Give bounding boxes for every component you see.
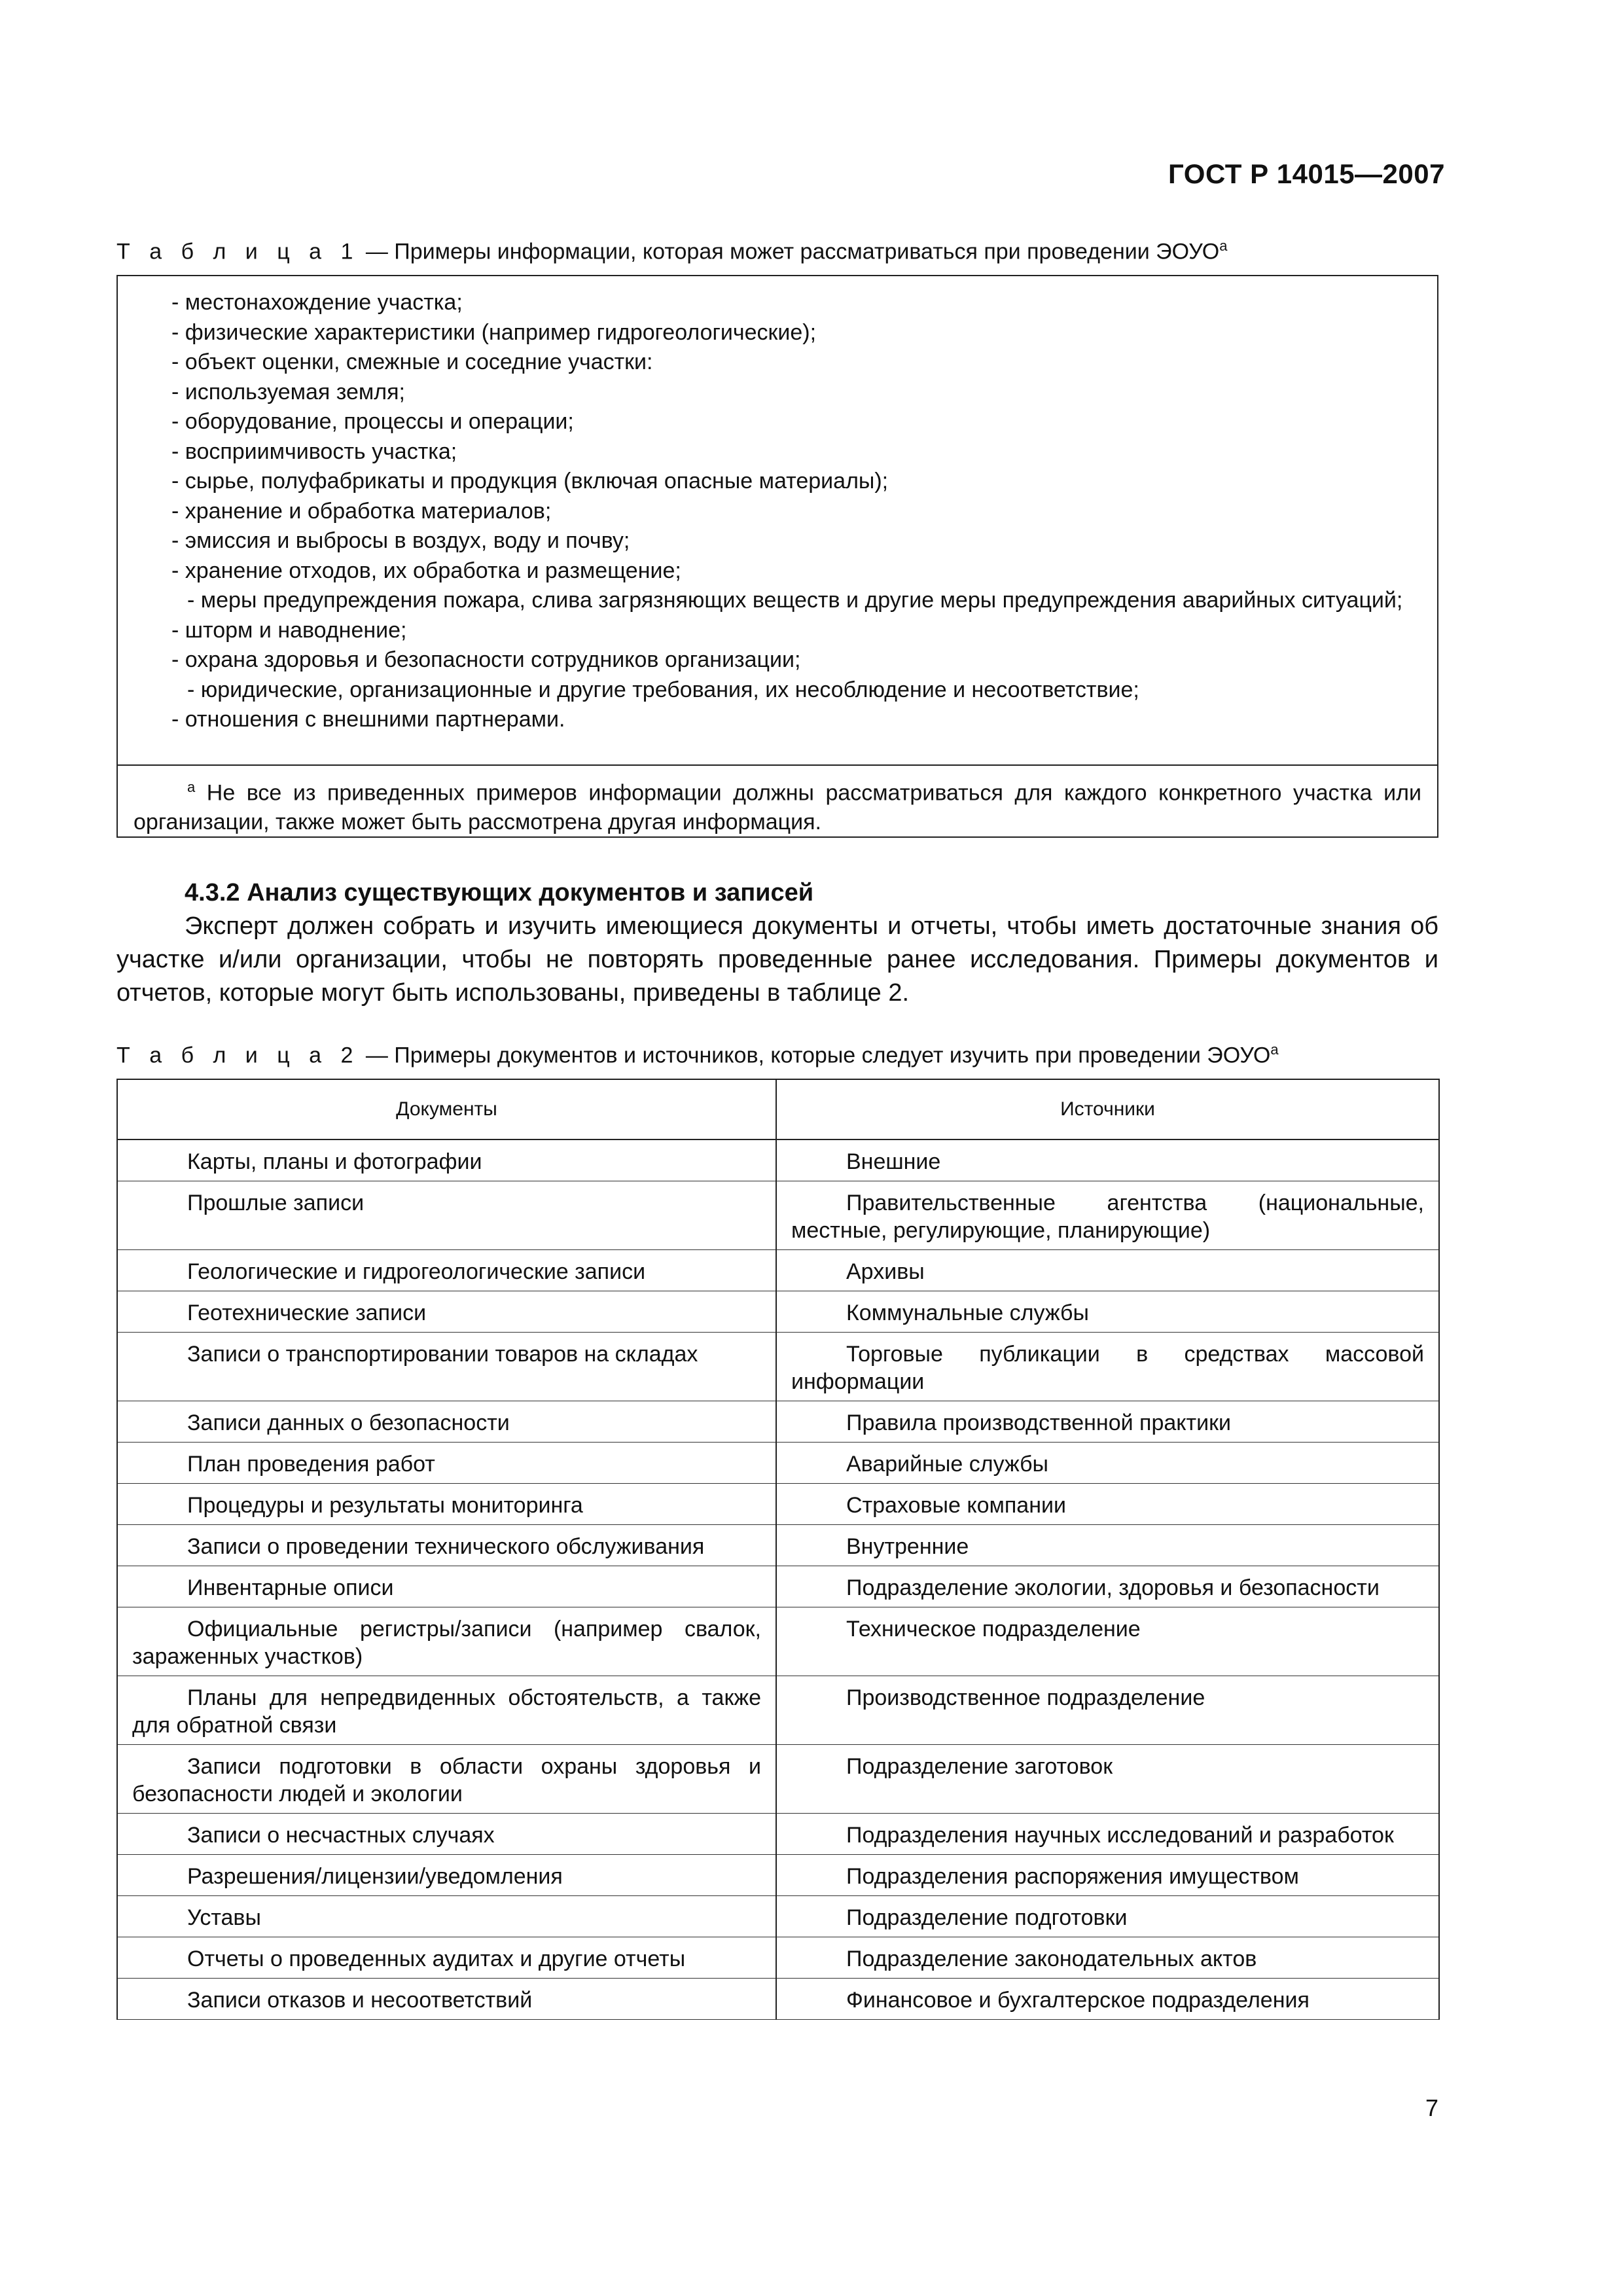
table-row — [117, 1484, 1439, 1525]
source-cell: Подразделения научных исследований и разработок — [776, 1814, 1439, 1855]
table-row — [117, 1291, 1439, 1333]
table2-caption-footnote-mark: а — [1270, 1041, 1279, 1058]
table-row — [117, 1937, 1439, 1979]
table1-footnote-mark: а — [187, 779, 196, 795]
table1-footnote — [118, 764, 1437, 837]
document-cell: Официальные регистры/записи (например свалок, зараженных участков) — [117, 1607, 776, 1676]
document-cell: Разрешения/лицензии/уведомления — [117, 1855, 776, 1896]
document-cell: Отчеты о проведенных аудитах и другие отчеты — [117, 1937, 776, 1979]
source-cell: Правительственные агентства (национальные, местные, регулирующие, планирующие) — [776, 1181, 1439, 1250]
source-cell: Коммунальные службы — [776, 1291, 1439, 1333]
table1 — [116, 275, 1438, 838]
source-cell: Внутренние — [776, 1525, 1439, 1566]
table2-body — [117, 1139, 1439, 2020]
table-row — [117, 1745, 1439, 1814]
document-cell: Геологические и гидрогеологические записи — [117, 1250, 776, 1291]
table2-header-sources: Источники — [776, 1079, 1439, 1139]
source-cell: Подразделения распоряжения имуществом — [776, 1855, 1439, 1896]
document-cell: Прошлые записи — [117, 1181, 776, 1250]
table1-list-item: - местонахождение участка; — [171, 290, 463, 315]
document-cell: Записи о проведении технического обслуживания — [117, 1525, 776, 1566]
table1-caption-label: Т а б л и ц а 1 — [116, 239, 360, 264]
table2-header-documents: Документы — [117, 1079, 776, 1139]
source-cell: Страховые компании — [776, 1484, 1439, 1525]
document-cell: Записи о транспортировании товаров на складах — [117, 1333, 776, 1401]
document-cell: Записи данных о безопасности — [117, 1401, 776, 1443]
page-number: 7 — [1425, 2094, 1438, 2121]
source-cell: Производственное подразделение — [776, 1676, 1439, 1745]
table1-caption-footnote-mark: а — [1219, 238, 1228, 254]
source-cell: Подразделение законодательных актов — [776, 1937, 1439, 1979]
table-row — [117, 1896, 1439, 1937]
table-row — [117, 1814, 1439, 1855]
table1-caption-text: — Примеры информации, которая может рассматриваться при проведении ЭОУО — [359, 239, 1220, 264]
table1-list-item: - отношения с внешними партнерами. — [171, 707, 565, 732]
document-cell: Записи отказов и несоответствий — [117, 1979, 776, 2020]
table1-list-item: - шторм и наводнение; — [171, 617, 407, 643]
source-cell: Аварийные службы — [776, 1443, 1439, 1484]
table1-list-item: - восприимчивость участка; — [171, 439, 457, 464]
source-cell: Архивы — [776, 1250, 1439, 1291]
source-cell: Внешние — [776, 1139, 1439, 1181]
table2-header-row — [117, 1079, 1439, 1139]
document-code: ГОСТ Р 14015—2007 — [1168, 158, 1445, 189]
table1-list-item: - эмиссия и выбросы в воздух, воду и почву; — [171, 528, 630, 553]
table1-caption — [116, 233, 1227, 264]
table1-list-item: - хранение и обработка материалов; — [171, 498, 552, 524]
table-row — [117, 1333, 1439, 1401]
table-row — [117, 1607, 1439, 1676]
document-cell: План проведения работ — [117, 1443, 776, 1484]
section-title: 4.3.2 Анализ существующих документов и записей — [185, 879, 814, 906]
source-cell: Подразделение заготовок — [776, 1745, 1439, 1814]
table2 — [116, 1079, 1440, 2020]
source-cell: Финансовое и бухгалтерское подразделения — [776, 1979, 1439, 2020]
table1-list-item: - меры предупреждения пожара, слива загрязняющих веществ и другие меры предупреждения аварийных ситуаций; — [187, 588, 1403, 613]
table-row — [117, 1250, 1439, 1291]
table1-list-item: - объект оценки, смежные и соседние участки: — [171, 350, 653, 374]
document-cell: Геотехнические записи — [117, 1291, 776, 1333]
table1-list-item: - оборудование, процессы и операции; — [171, 409, 574, 434]
document-cell: Карты, планы и фотографии — [117, 1139, 776, 1181]
table1-list-item: - охрана здоровья и безопасности сотрудников организации; — [171, 647, 801, 672]
table-row — [117, 1676, 1439, 1745]
document-cell: Записи подготовки в области охраны здоровья и безопасности людей и экологии — [117, 1745, 776, 1814]
source-cell: Торговые публикации в средствах массовой информации — [776, 1333, 1439, 1401]
source-cell: Правила производственной практики — [776, 1401, 1439, 1443]
table1-list-item: - физические характеристики (например гидрогеологические); — [171, 319, 817, 345]
table-row — [117, 1401, 1439, 1443]
table1-list-item: - сырье, полуфабрикаты и продукция (включая опасные материалы); — [171, 469, 889, 493]
table1-footnote-text: Не все из приведенных примеров информации должны рассматриваться для каждого конкретного участка или организации, также может быть рассмотрена другая информация. — [134, 780, 1421, 835]
document-cell: Записи о несчастных случаях — [117, 1814, 776, 1855]
source-cell: Подразделение подготовки — [776, 1896, 1439, 1937]
table-row — [117, 1525, 1439, 1566]
source-cell: Подразделение экологии, здоровья и безопасности — [776, 1566, 1439, 1607]
table1-list-item: - используемая земля; — [171, 379, 405, 404]
table-row — [117, 1181, 1439, 1250]
document-cell: Планы для непредвиденных обстоятельств, а также для обратной связи — [117, 1676, 776, 1745]
table-row — [117, 1443, 1439, 1484]
table1-list-item: - хранение отходов, их обработка и размещение; — [171, 558, 681, 583]
table-row — [117, 1566, 1439, 1607]
table2-caption — [116, 1037, 1279, 1068]
document-cell: Инвентарные описи — [117, 1566, 776, 1607]
section-paragraph: Эксперт должен собрать и изучить имеющиеся документы и отчеты, чтобы иметь достаточные знания об участке и/или организации, чтобы не повторять проведенные ранее исследования. Примеры документов и отчетов, которые могут быть использованы, приведены в таблице 2. — [116, 912, 1438, 1007]
document-cell: Уставы — [117, 1896, 776, 1937]
table-row — [117, 1139, 1439, 1181]
table2-caption-label: Т а б л и ц а 2 — [116, 1043, 360, 1068]
table-row — [117, 1855, 1439, 1896]
table1-list — [118, 288, 1437, 735]
source-cell: Техническое подразделение — [776, 1607, 1439, 1676]
document-cell: Процедуры и результаты мониторинга — [117, 1484, 776, 1525]
table2-caption-text: — Примеры документов и источников, которые следует изучить при проведении ЭОУО — [359, 1043, 1271, 1068]
table1-list-item: - юридические, организационные и другие требования, их несоблюдение и несоответствие; — [187, 677, 1139, 702]
table-row — [117, 1979, 1439, 2020]
